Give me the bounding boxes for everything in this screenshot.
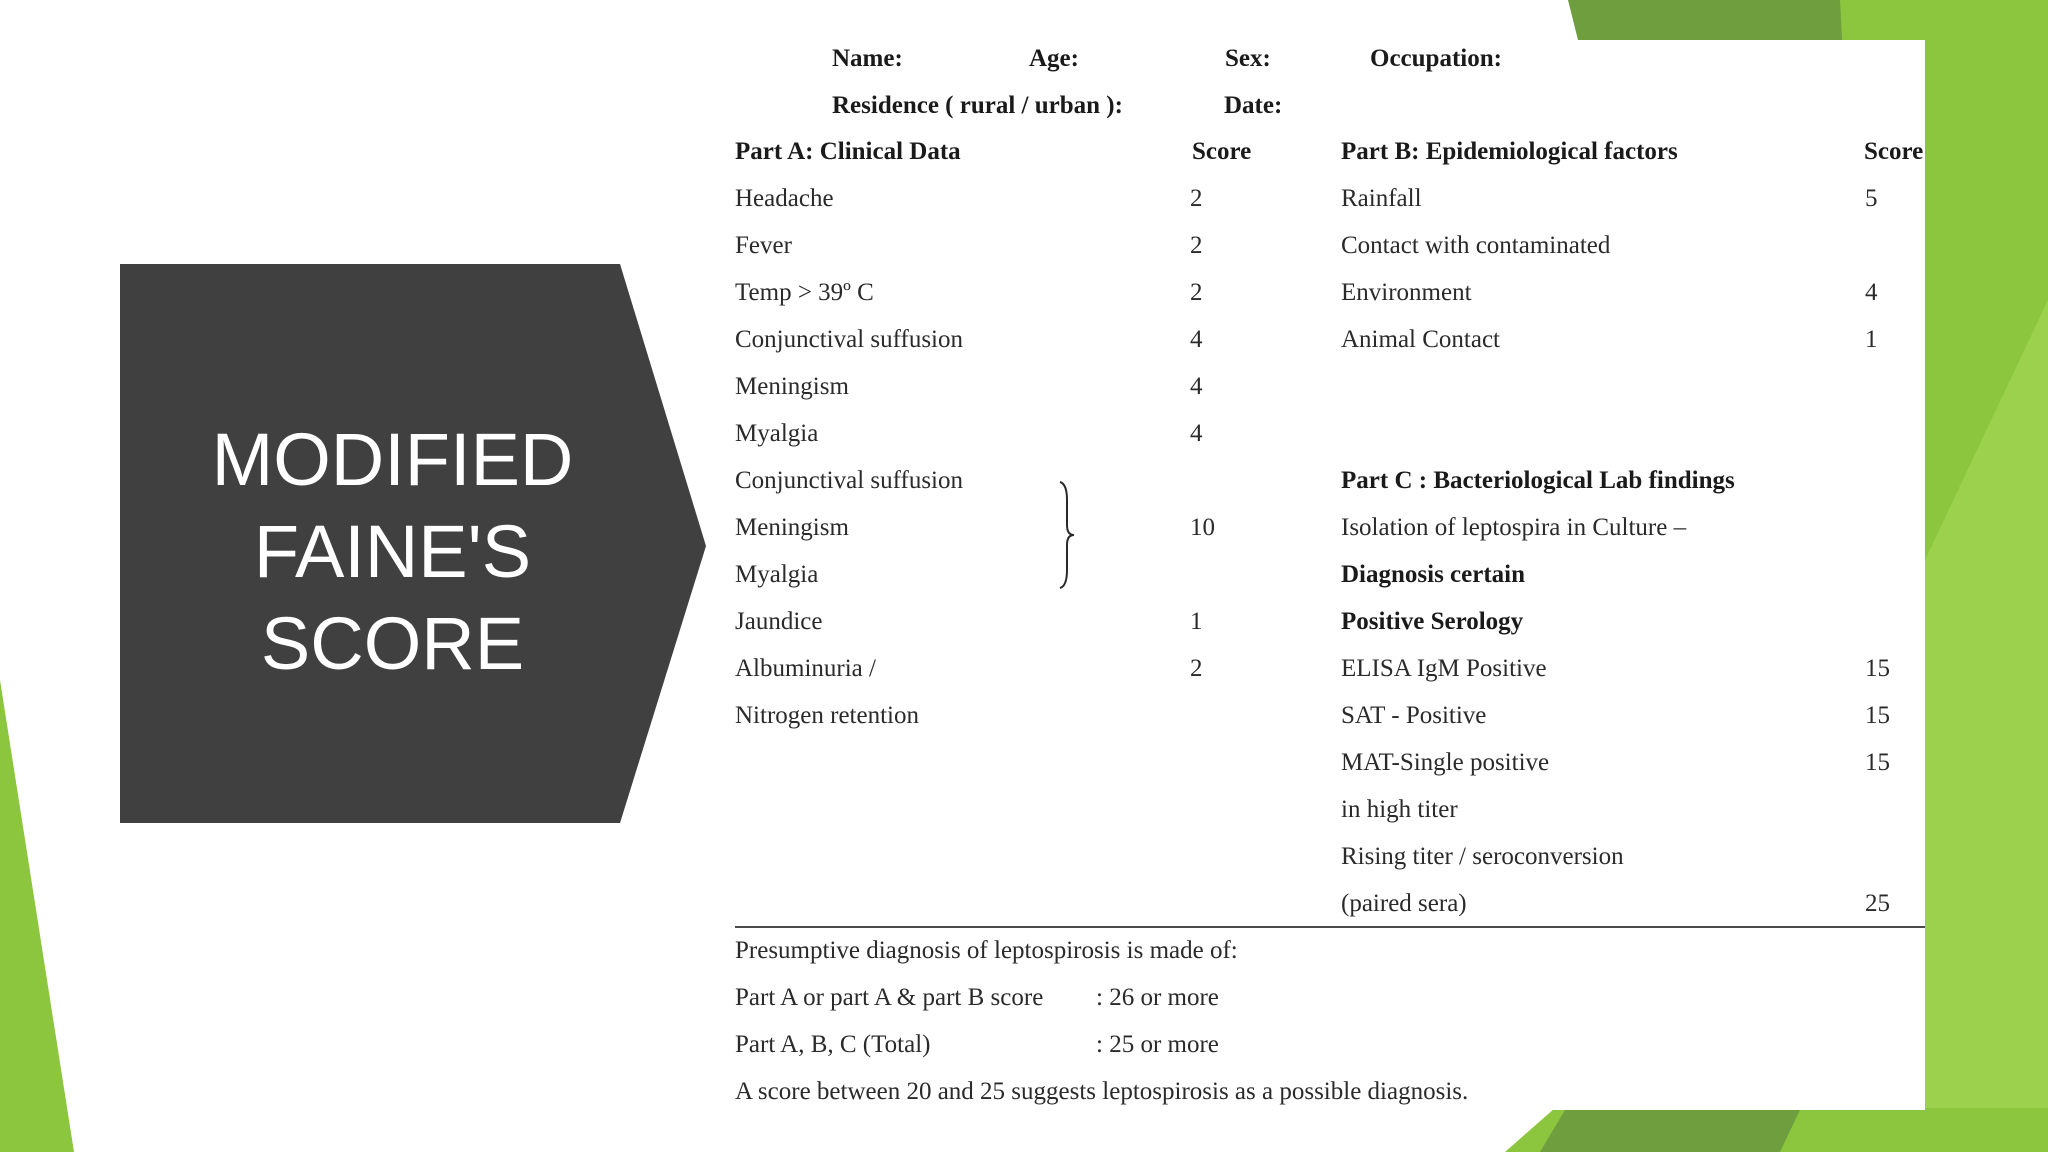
footer-line2-value: : 25 or more (1096, 1031, 1219, 1058)
part-c-row-label: in high titer (1341, 796, 1458, 823)
part-c-row-label: Isolation of leptospira in Culture – (1341, 514, 1687, 541)
title-line-1: MODIFIED (211, 418, 574, 501)
part-b-row-label: Environment (1341, 279, 1472, 306)
part-c-heading: Part C : Bacteriological Lab findings (1341, 467, 1735, 494)
part-a-row-score: 2 (1190, 185, 1203, 212)
date-label: Date: (1224, 92, 1283, 119)
part-c-row-label: Rising titer / seroconversion (1341, 843, 1624, 870)
part-a-row-label: Meningism (735, 514, 849, 541)
part-a-row-score: 2 (1190, 279, 1203, 306)
part-a-row-score: 4 (1190, 420, 1203, 447)
part-c-row-label: (paired sera) (1341, 890, 1467, 917)
footer-line1-label: Part A or part A & part B score (735, 984, 1044, 1011)
part-a-heading: Part A: Clinical Data (735, 138, 961, 165)
part-a-row-score: 10 (1190, 514, 1215, 541)
part-a-row-label: Fever (735, 232, 792, 259)
footer-intro: Presumptive diagnosis of leptospirosis is made of: (735, 937, 1238, 964)
part-c-row-score: 25 (1865, 890, 1890, 917)
slide-title (120, 414, 665, 690)
footer-line2-label: Part A, B, C (Total) (735, 1031, 931, 1058)
footer-note: A score between 20 and 25 suggests leptospirosis as a possible diagnosis. (735, 1078, 1469, 1105)
part-b-row-score: 5 (1865, 185, 1878, 212)
section-divider (735, 926, 1925, 928)
part-b-row-score: 4 (1865, 279, 1878, 306)
part-a-row-score: 1 (1190, 608, 1203, 635)
part-a-row-score: 2 (1190, 655, 1203, 682)
part-c-row-score: 15 (1865, 655, 1890, 682)
part-b-heading: Part B: Epidemiological factors (1341, 138, 1678, 165)
part-c-row-label: MAT-Single positive (1341, 749, 1550, 776)
part-c-row-label: Positive Serology (1341, 608, 1524, 635)
part-c-row-label: ELISA IgM Positive (1341, 655, 1547, 682)
part-b-row-label: Contact with contaminated (1341, 232, 1611, 259)
part-b-score-heading: Score (1864, 138, 1924, 165)
part-c-row-score: 15 (1865, 749, 1890, 776)
faine-score-form (722, 40, 1925, 1110)
residence-label: Residence ( rural / urban ): (832, 92, 1123, 119)
part-a-row-label: Albuminuria / (735, 655, 876, 682)
part-a-row-label: Myalgia (735, 420, 819, 447)
part-a-row-label: Headache (735, 185, 834, 212)
part-a-row-label: Myalgia (735, 561, 819, 588)
title-line-3: SCORE (260, 602, 525, 685)
name-label: Name: (832, 45, 903, 72)
part-a-row-score: 4 (1190, 373, 1203, 400)
part-b-row-score: 1 (1865, 326, 1878, 353)
part-c-row-label: Diagnosis certain (1341, 561, 1526, 588)
occupation-label: Occupation: (1370, 45, 1502, 72)
part-a-score-heading: Score (1192, 138, 1252, 165)
title-line-2: FAINE'S (253, 510, 532, 593)
part-c-row-label: SAT - Positive (1341, 702, 1487, 729)
part-b-row-label: Animal Contact (1341, 326, 1500, 353)
part-a-row-label: Temp > 39º C (735, 279, 874, 306)
part-a-row-score: 4 (1190, 326, 1203, 353)
part-c-row-score: 15 (1865, 702, 1890, 729)
sex-label: Sex: (1225, 45, 1271, 72)
part-a-row-score: 2 (1190, 232, 1203, 259)
part-a-row-label: Nitrogen retention (735, 702, 919, 729)
grouping-brace-icon (1057, 480, 1077, 590)
part-a-row-label: Jaundice (735, 608, 823, 635)
part-b-row-label: Rainfall (1341, 185, 1422, 212)
part-a-row-label: Meningism (735, 373, 849, 400)
footer-line1-value: : 26 or more (1096, 984, 1219, 1011)
part-a-row-label: Conjunctival suffusion (735, 467, 964, 494)
part-a-row-label: Conjunctival suffusion (735, 326, 964, 353)
age-label: Age: (1029, 45, 1079, 72)
